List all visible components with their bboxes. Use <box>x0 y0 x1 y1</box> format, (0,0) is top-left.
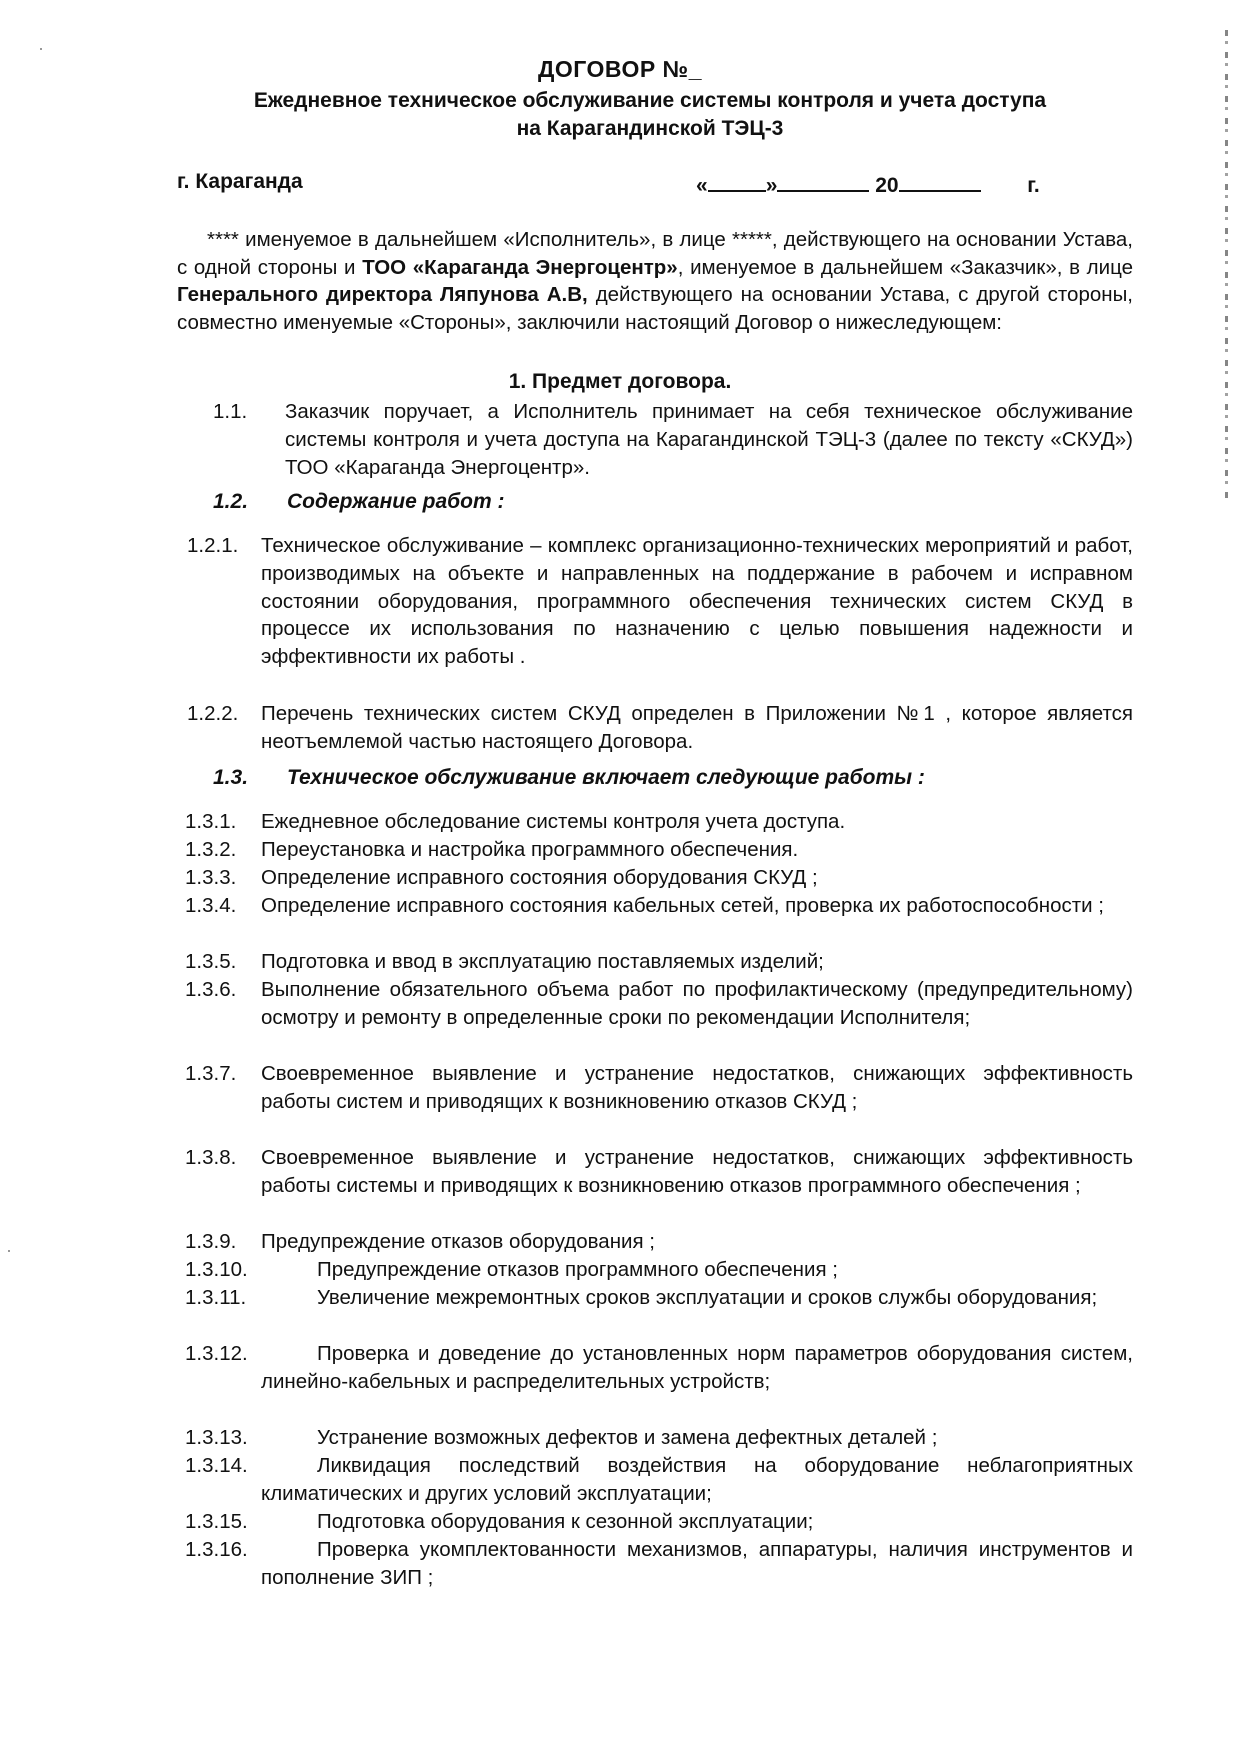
contract-city: г. Караганда <box>177 170 303 193</box>
customer-company: ТОО «Караганда Энергоцентр» <box>362 255 678 279</box>
scan-speck <box>8 1250 10 1252</box>
work-item <box>177 836 1133 864</box>
work-item-text: Проверка и доведение до установленных норм параметров оборудования систем, линейно-кабельных и распределительных устройств; <box>261 1342 1133 1393</box>
clause-text: Заказчик поручает, а Исполнитель принимает на себя техническое обслуживание системы контроля и учета доступа на Карагандинской ТЭЦ-3 (далее по тексту «СКУД») ТОО «Караганда Энергоцентр». <box>285 400 1133 479</box>
work-item-text: Предупреждение отказов программного обеспечения ; <box>317 1258 838 1281</box>
work-item-number: 1.3.15. <box>185 1510 248 1533</box>
subsection-number: 1.3. <box>213 766 249 789</box>
year-prefix: 20 <box>875 174 899 197</box>
work-item-number: 1.3.8. <box>185 1146 237 1169</box>
work-item-text: Определение исправного состояния оборудования СКУД ; <box>261 866 818 889</box>
work-item <box>177 948 1133 976</box>
work-item-text: Переустановка и настройка программного обеспечения. <box>261 838 799 861</box>
scan-speck <box>40 48 42 50</box>
contract-title: ДОГОВОР №_ <box>538 56 702 82</box>
work-item <box>177 1424 1133 1452</box>
work-item <box>177 1144 1133 1200</box>
work-item-number: 1.3.12. <box>185 1342 248 1365</box>
work-item <box>177 1256 1133 1284</box>
subsection-title: Содержание работ : <box>287 490 505 513</box>
year-suffix: г. <box>1027 174 1040 197</box>
work-item-text: Выполнение обязательного объема работ по профилактическому (предупредительному) осмотру и ремонту в определенные сроки по рекомендации Исполнителя; <box>261 978 1133 1029</box>
subsection-number: 1.2. <box>213 490 249 513</box>
intro-paragraph <box>177 226 1133 336</box>
work-item-text: Подготовка и ввод в эксплуатацию поставляемых изделий; <box>261 950 824 973</box>
work-item-number: 1.3.5. <box>185 950 237 973</box>
scan-edge-artifact <box>1225 30 1228 500</box>
work-item-number: 1.3.11. <box>185 1286 247 1309</box>
subtitle-line-2: на Карагандинской ТЭЦ-3 <box>516 117 784 140</box>
day-blank <box>708 170 766 192</box>
work-item <box>177 1060 1133 1116</box>
clause-1-2-1 <box>177 532 1133 671</box>
date-quote-open: « <box>696 174 708 197</box>
work-item-text: Предупреждение отказов оборудования ; <box>261 1230 655 1253</box>
work-item <box>177 1536 1133 1592</box>
work-item <box>177 1508 1133 1536</box>
work-item-number: 1.3.7. <box>185 1062 237 1085</box>
subsection-title: Техническое обслуживание включает следующие работы : <box>287 766 925 789</box>
contract-subtitle <box>150 87 1150 143</box>
work-item <box>177 1340 1133 1396</box>
work-item-number: 1.3.1. <box>185 810 237 833</box>
clause-1-2-2 <box>177 700 1133 756</box>
subsection-1-2-heading <box>213 490 504 514</box>
clause-text: Перечень технических систем СКУД определен в Приложении №1 , которое является неотъемлемой частью настоящего Договора. <box>261 702 1133 753</box>
work-item <box>177 976 1133 1032</box>
work-item-number: 1.3.10. <box>185 1258 248 1281</box>
work-item <box>177 1452 1133 1508</box>
clause-number: 1.1. <box>213 400 248 423</box>
clause-1-1 <box>177 398 1133 481</box>
work-item-number: 1.3.4. <box>185 894 237 917</box>
work-item-text: Увеличение межремонтных сроков эксплуатации и сроков службы оборудования; <box>317 1286 1098 1309</box>
clause-number: 1.2.1. <box>187 534 239 557</box>
work-item-number: 1.3.3. <box>185 866 237 889</box>
work-item-text: Своевременное выявление и устранение недостатков, снижающих эффективность работы системы и приводящих к возникновению отказов программного обеспечения ; <box>261 1146 1133 1197</box>
year-blank <box>899 170 981 192</box>
section-1-heading: 1. Предмет договора. <box>508 370 732 393</box>
work-item-text: Подготовка оборудования к сезонной эксплуатации; <box>317 1510 814 1533</box>
work-item-text: Определение исправного состояния кабельных сетей, проверка их работоспособности ; <box>261 894 1104 917</box>
subsection-1-3-heading <box>213 766 925 790</box>
subtitle-line-1: Ежедневное техническое обслуживание системы контроля и учета доступа <box>253 89 1047 112</box>
work-item-number: 1.3.13. <box>185 1426 248 1449</box>
work-item-text: Проверка укомплектованности механизмов, аппаратуры, наличия инструментов и пополнение ЗИП ; <box>261 1538 1133 1589</box>
intro-text-2: , именуемое в дальнейшем «Заказчик», в лице <box>677 255 1134 279</box>
work-item-text: Устранение возможных дефектов и замена дефектных деталей ; <box>317 1426 938 1449</box>
intro-text-1: **** именуемое в дальнейшем «Исполнитель», в лице *****, действующего на основании Устава, с одной стороны и <box>177 228 1133 279</box>
work-item-text: Своевременное выявление и устранение недостатков, снижающих эффективность работы систем и приводящих к возникновению отказов СКУД ; <box>261 1062 1133 1113</box>
intro-text-3: действующего на основании Устава, с другой стороны, совместно именуемые «Стороны», заключили настоящий Договор о нижеследующем: <box>177 283 1134 334</box>
work-item <box>177 1284 1133 1312</box>
work-item-number: 1.3.9. <box>185 1230 237 1253</box>
date-quote-close: » <box>765 174 778 197</box>
customer-director: Генерального директора Ляпунова А.В, <box>177 283 588 306</box>
work-item-number: 1.3.16. <box>185 1538 248 1561</box>
contract-date-line <box>696 170 1056 198</box>
work-item-number: 1.3.6. <box>185 978 237 1001</box>
clause-text: Техническое обслуживание – комплекс организационно-технических мероприятий и работ, производимых на объекте и направленных на поддержание в рабочем и исправном состоянии оборудования, программного обеспечения технических систем СКУД в процессе их использования по назначению с целью повышения надежности и эффективности их работы . <box>261 534 1133 669</box>
work-item-number: 1.3.2. <box>185 838 237 861</box>
work-item <box>177 892 1133 920</box>
clause-number: 1.2.2. <box>187 702 239 725</box>
month-blank <box>777 170 869 192</box>
work-item-text: Ликвидация последствий воздействия на оборудование неблагоприятных климатических и других условий эксплуатации; <box>261 1454 1133 1505</box>
work-item <box>177 808 1133 836</box>
work-item-text: Ежедневное обследование системы контроля учета доступа. <box>261 810 846 833</box>
work-item-number: 1.3.14. <box>185 1454 248 1477</box>
work-item <box>177 1228 1133 1256</box>
work-item <box>177 864 1133 892</box>
